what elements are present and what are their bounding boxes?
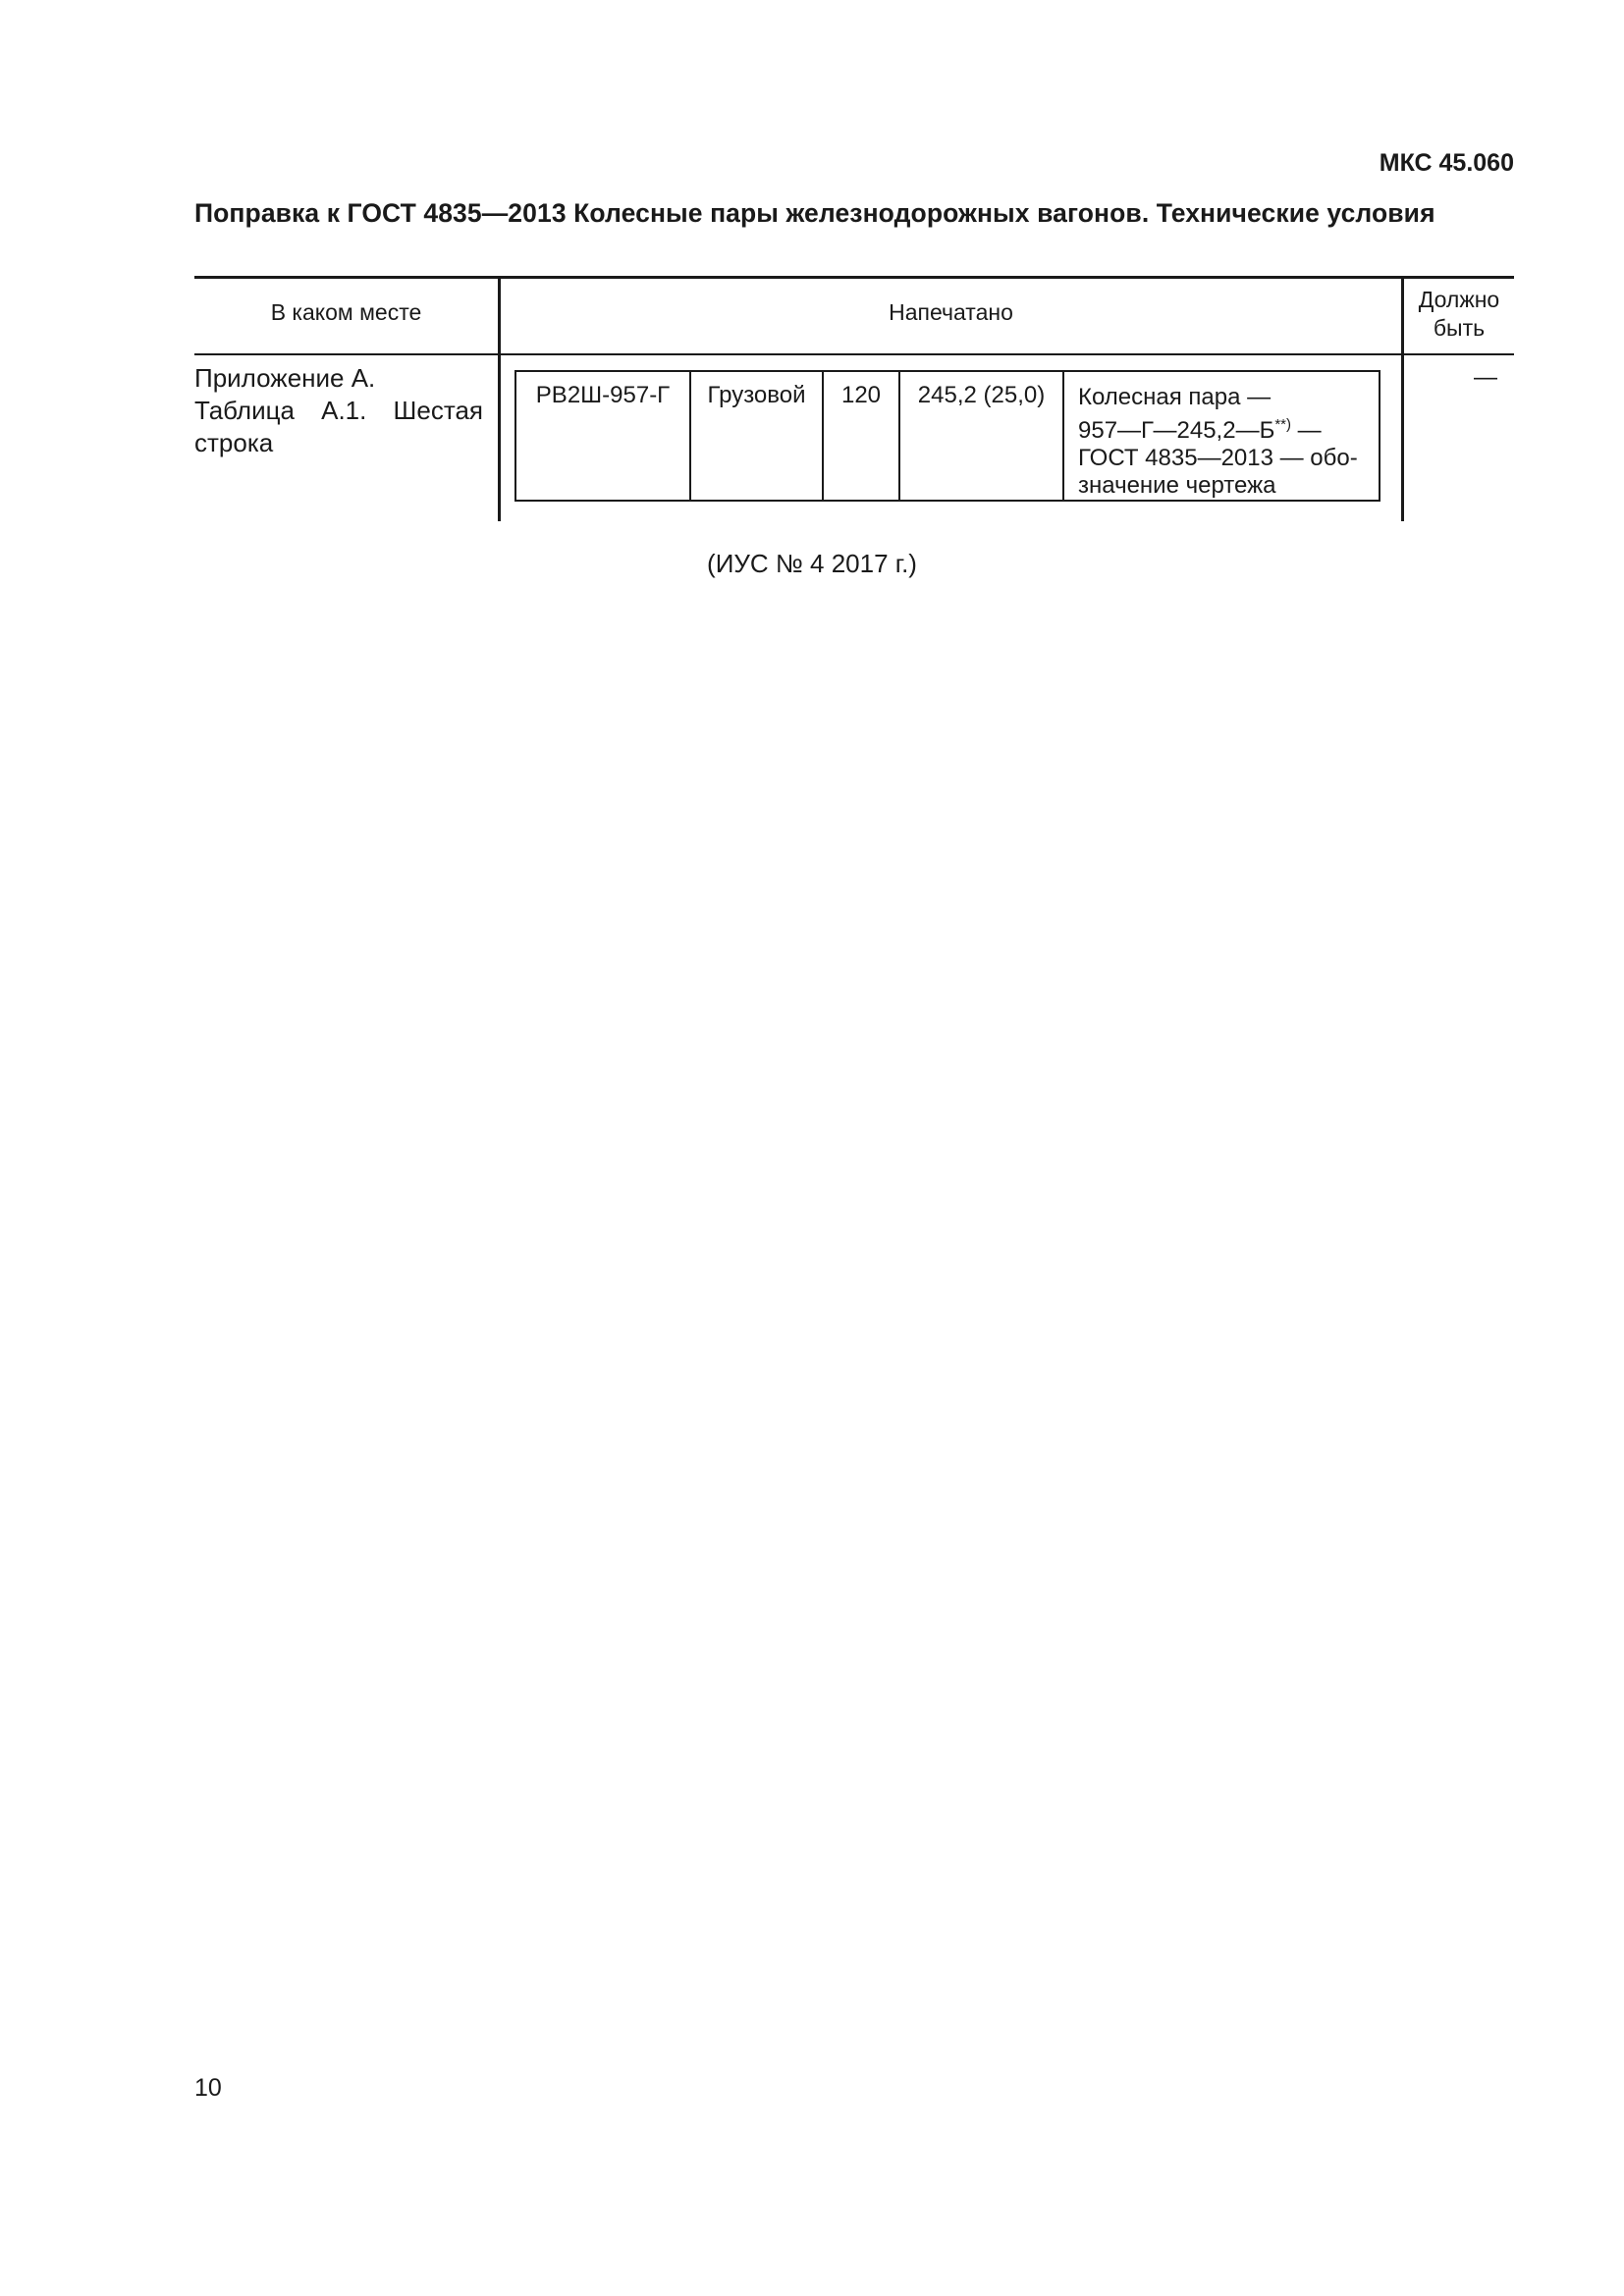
- desc-line3: ГОСТ 4835—2013 — обо-: [1078, 445, 1358, 471]
- header-printed: Напечатано: [889, 299, 1013, 325]
- header-place: В каком месте: [270, 299, 422, 325]
- desc-line2a: 957—Г—245,2—Б: [1078, 417, 1275, 444]
- cell-speed: 120: [822, 372, 898, 500]
- page-number: 10: [194, 2074, 222, 2102]
- header-should-be-line2: быть: [1433, 315, 1486, 341]
- desc-line4: значение чертежа: [1078, 472, 1276, 499]
- desc-footnote-mark: **): [1274, 416, 1291, 433]
- desc-line2b: —: [1291, 417, 1322, 444]
- cell-type: Грузовой: [689, 372, 822, 500]
- document-title: Поправка к ГОСТ 4835—2013 Колесные пары железнодорожных вагонов. Технические условия: [194, 198, 1435, 228]
- table-header-rule: [194, 353, 1514, 355]
- row-place-rest: Таблица А.1. Шестая строка: [194, 396, 483, 457]
- row-place: [194, 362, 483, 459]
- cell-load: 245,2 (25,0): [898, 372, 1062, 500]
- amendment-table: [194, 276, 1514, 521]
- header-should-be-line1: Должно: [1418, 287, 1500, 312]
- printed-inner-table: [514, 370, 1380, 502]
- row-should-be: —: [1474, 364, 1497, 391]
- header-should-be: [1404, 286, 1514, 343]
- cell-model: РВ2Ш-957-Г: [535, 382, 671, 408]
- table-top-rule: [194, 276, 1514, 279]
- row-place-line1: Приложение А.: [194, 363, 376, 393]
- mks-code: МКС 45.060: [1379, 149, 1514, 177]
- desc-line1: Колесная пара —: [1078, 384, 1272, 410]
- cell-description: [1062, 372, 1379, 500]
- ius-reference: (ИУС № 4 2017 г.): [707, 549, 917, 578]
